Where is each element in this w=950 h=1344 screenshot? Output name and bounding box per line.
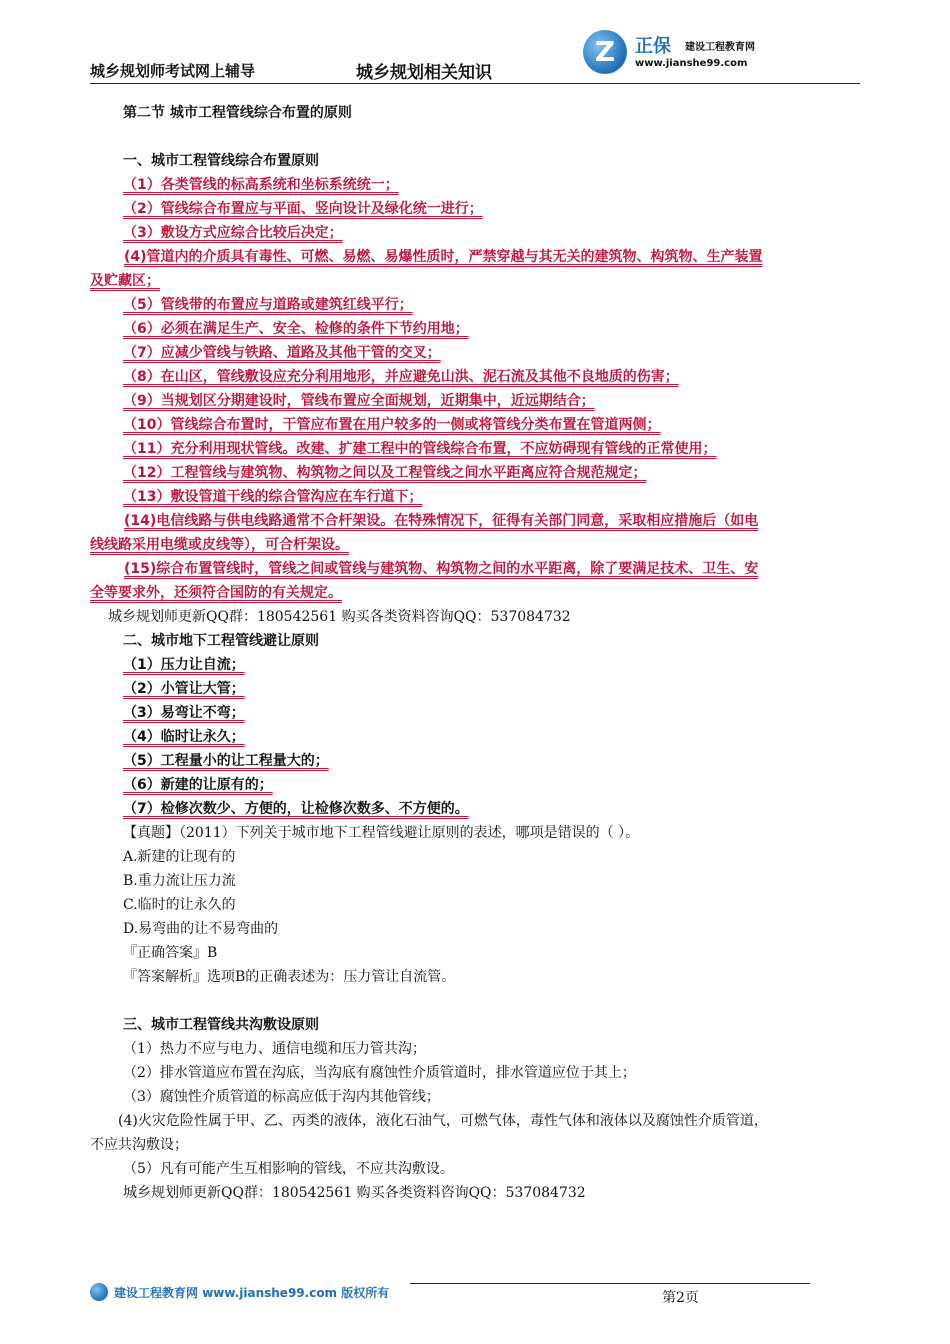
question-answer: 『正确答案』B	[123, 945, 218, 961]
list-item: （5）工程量小的让工程量大的；	[123, 753, 329, 769]
list-item: （7）应减少管线与铁路、道路及其他干管的交叉；	[123, 345, 441, 361]
footer-site-name: 建设工程教育网	[114, 1286, 199, 1300]
list-item: （4）临时让永久；	[123, 729, 245, 745]
logo-z-icon: Z	[594, 35, 616, 68]
logo-site-name: 建设工程教育网	[685, 42, 755, 53]
footer-rights: 版权所有	[341, 1286, 390, 1300]
list-item: （1）压力让自流；	[123, 657, 245, 673]
footer-logo-icon	[90, 1283, 108, 1301]
list-item: （7）检修次数少、方便的，让检修次数多、不方便的。	[123, 801, 469, 817]
page-number: 第2页	[662, 1290, 699, 1306]
part3-heading: 三、城市工程管线共沟敷设原则	[123, 1017, 319, 1033]
brand-logo[interactable]	[583, 28, 803, 80]
list-item: （5）凡有可能产生互相影响的管线，不应共沟敷设。	[123, 1161, 454, 1177]
list-item: （8）在山区，管线敷设应充分利用地形，并应避免山洪、泥石流及其他不良地质的伤害；	[123, 369, 679, 385]
document-body	[90, 101, 862, 1205]
list-item: （10）管线综合布置时，干管应布置在用户较多的一侧或将管线分类布置在管道两侧；	[123, 417, 661, 433]
header-course-title: 城乡规划师考试网上辅导	[90, 62, 256, 80]
section-title: 第二节 城市工程管线综合布置的原则	[123, 105, 352, 121]
question-option: B.重力流让压力流	[123, 873, 236, 889]
list-item: （2）管线综合布置应与平面、竖向设计及绿化统一进行；	[123, 201, 483, 217]
list-item: （2）排水管道应布置在沟底，当沟底有腐蚀性介质管道时，排水管道应位于其上；	[123, 1065, 636, 1081]
list-item: （11）充分利用现状管线。改建、扩建工程中的管线综合布置，不应妨碍现有管线的正常使用；	[123, 441, 717, 457]
list-item: （3）易弯让不弯；	[123, 705, 245, 721]
header-subject-title: 城乡规划相关知识	[356, 63, 492, 83]
footer-url[interactable]: www.jianshe99.com	[202, 1286, 338, 1300]
logo-brand-text: 正保	[635, 36, 671, 57]
list-item: （6）必须在满足生产、安全、检修的条件下节约用地；	[123, 321, 469, 337]
list-item-continued: 及贮藏区；	[90, 273, 160, 289]
part2-heading: 二、城市地下工程管线避让原则	[123, 633, 319, 649]
footer-divider	[410, 1283, 810, 1284]
question-option: A.新建的让现有的	[123, 849, 236, 865]
footer-site-info[interactable]	[114, 1284, 389, 1301]
list-item: （3）敷设方式应综合比较后决定；	[123, 225, 343, 241]
header-divider	[90, 83, 860, 84]
list-item: (4)火灾危险性属于甲、乙、丙类的液体，液化石油气，可燃气体，毒性气体和液体以及腐蚀性介质管道，	[118, 1113, 768, 1129]
list-item: （12）工程管线与建筑物、构筑物之间以及工程管线之间水平距离应符合规范规定；	[123, 465, 647, 481]
list-item-continued: 不应共沟敷设；	[90, 1137, 188, 1153]
list-item: （13）敷设管道干线的综合管沟应在车行道下；	[123, 489, 423, 505]
list-item: （2）小管让大管；	[123, 681, 245, 697]
list-item-continued: 线线路采用电缆或皮线等），可合杆架设。	[90, 537, 349, 553]
list-item: （5）管线带的布置应与道路或建筑红线平行；	[123, 297, 413, 313]
question-option: C.临时的让永久的	[123, 897, 236, 913]
list-item-continued: 全等要求外，还须符合国防的有关规定。	[90, 585, 342, 601]
logo-url: www.jianshe99.com	[635, 58, 748, 69]
list-item: （9）当规划区分期建设时，管线布置应全面规划，近期集中，近远期结合；	[123, 393, 595, 409]
part1-heading: 一、城市工程管线综合布置原则	[123, 153, 319, 169]
question-analysis: 『答案解析』选项B的正确表述为：压力管让自流管。	[123, 969, 456, 985]
list-item: (15)综合布置管线时，管线之间或管线与建筑物、构筑物之间的水平距离，除了要满足技术、卫生、安	[124, 561, 759, 577]
qq-contact-line: 城乡规划师更新QQ群：180542561 购买各类资料咨询QQ：537084732	[108, 609, 571, 625]
question-option: D.易弯曲的让不易弯曲的	[123, 921, 279, 937]
list-item: （1）各类管线的标高系统和坐标系统统一；	[123, 177, 399, 193]
list-item: (4)管道内的介质具有毒性、可燃、易燃、易爆性质时，严禁穿越与其无关的建筑物、构筑物、生产装置	[124, 249, 763, 265]
question-stem: 【真题】（2011）下列关于城市地下工程管线避让原则的表述，哪项是错误的（ ）。	[123, 825, 640, 841]
qq-contact-line: 城乡规划师更新QQ群：180542561 购买各类资料咨询QQ：537084732	[123, 1185, 586, 1201]
list-item: （6）新建的让原有的；	[123, 777, 273, 793]
list-item: （3）腐蚀性介质管道的标高应低于沟内其他管线；	[123, 1089, 440, 1105]
list-item: (14)电信线路与供电线路通常不合杆架设。在特殊情况下，征得有关部门同意，采取相应措施后（如电	[124, 513, 759, 529]
list-item: （1）热力不应与电力、通信电缆和压力管共沟；	[123, 1041, 426, 1057]
